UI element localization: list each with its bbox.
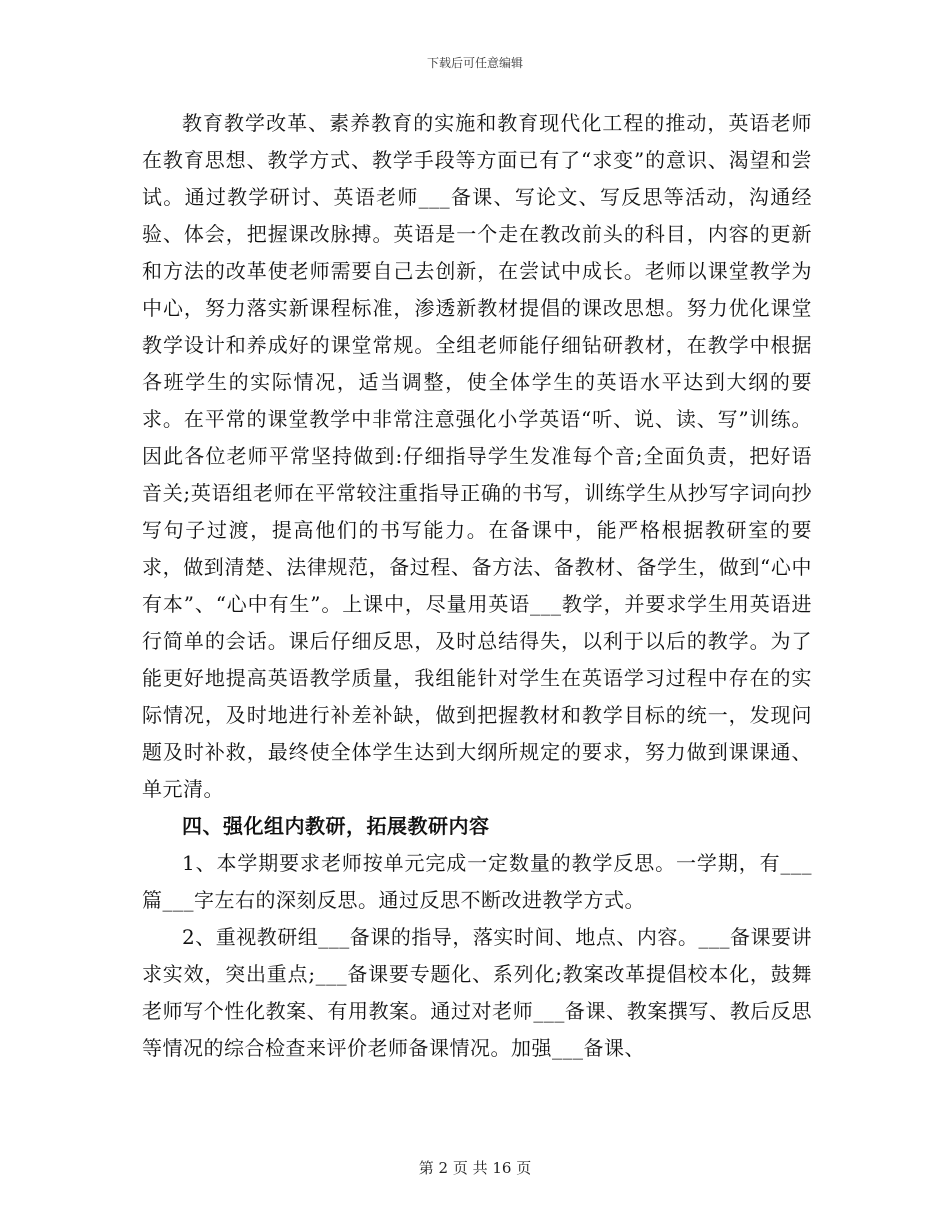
document-body [142, 105, 812, 1067]
page-footer: 第 2 页 共 16 页 [418, 1159, 532, 1177]
body-paragraph: 教育教学改革、素养教育的实施和教育现代化工程的推动，英语老师在教育思想、教学方式、教学手段等方面已有了“求变”的意识、渴望和尝试。通过教学研讨、英语老师___备课、写论文、写反思等活动，沟通经验、体会，把握课改脉搏。英语是一个走在教改前头的科目，内容的更新和方法的改革使老师需要自己去创新，在尝试中成长。老师以课堂教学为中心，努力落实新课程标准，渗透新教材提倡的课改思想。努力优化课堂教学设计和养成好的课堂常规。全组老师能仔细钻研教材，在教学中根据各班学生的实际情况，适当调整，使全体学生的英语水平达到大纲的要求。在平常的课堂教学中非常注意强化小学英语“听、说、读、写”训练。因此各位老师平常坚持做到:仔细指导学生发准每个音;全面负责，把好语音关;英语组老师在平常较注重指导正确的书写，训练学生从抄写字词向抄写句子过渡，提高他们的书写能力。在备课中，能严格根据教研室的要求，做到清楚、法律规范，备过程、备方法、备教材、备学生，做到“心中有本”、“心中有生”。上课中，尽量用英语___教学，并要求学生用英语进行简单的会话。课后仔细反思，及时总结得失，以利于以后的教学。为了能更好地提高英语教学质量，我组能针对学生在英语学习过程中存在的实际情况，及时地进行补差补缺，做到把握教材和教学目标的统一，发现问题及时补救，最终使全体学生达到大纲所规定的要求，努力做到课课通、单元清。 [142, 111, 812, 801]
section-heading: 四、强化组内教研，拓展教研内容 [182, 814, 490, 838]
list-item: 1、本学期要求老师按单元完成一定数量的教学反思。一学期，有___篇___字左右的深刻反思。通过反思不断改进教学方式。 [142, 851, 812, 912]
page-header: 下载后可任意编辑 [426, 56, 523, 70]
list-item: 2、重视教研组___备课的指导，落实时间、地点、内容。___备课要讲求实效，突出重点;___备课要专题化、系列化;教案改革提倡校本化，鼓舞老师写个性化教案、有用教案。通过对老师___备课、教案撰写、教后反思等情况的综合检查来评价老师备课情况。加强___备课、 [142, 925, 812, 1060]
